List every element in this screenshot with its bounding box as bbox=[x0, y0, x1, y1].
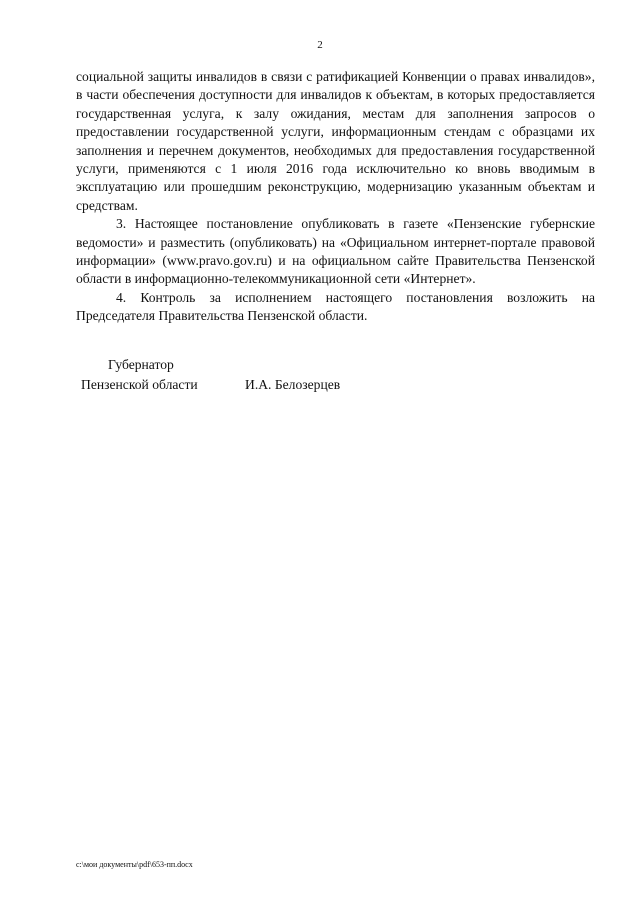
paragraph-continuation: социальной защиты инвалидов в связи с ратификацией Конвенции о правах инвалидов», в части обеспечения доступности для инвалидов к объектам, в которых предоставляется государственная услуга, к залу ожидания, местам для заполнения запросов о предоставлении государственной услуги, информационным стендам с образцами их заполнения и перечнем документов, необходимых для предоставления государственной услуги, применяются с 1 июля 2016 года исключительно ко вновь вводимым в эксплуатацию или прошедшим реконструкцию, модернизацию указанным объектам и средствам. bbox=[76, 69, 595, 213]
signatory-title-line1: Губернатор bbox=[108, 357, 174, 372]
paragraph-item-4: 4. Контроль за исполнением настоящего постановления возложить на Председателя Правительства Пензенской области. bbox=[76, 289, 595, 324]
document-body bbox=[76, 68, 595, 326]
paragraph-item-3: 3. Настоящее постановление опубликовать в газете «Пензенские губернские ведомости» и разместить (опубликовать) на «Официальном интернет-портале правовой информации» (www.pravo.gov.ru) и на официальном сайте Правительства Пензенской области в информационно-телекоммуникационной сети «Интернет». bbox=[76, 216, 595, 287]
signatory-name: И.А. Белозерцев bbox=[245, 377, 341, 392]
footer-file-path: c:\мои документы\pdf\653-пп.docx bbox=[76, 860, 193, 869]
page-number: 2 bbox=[317, 39, 323, 51]
signatory-title-line2: Пензенской области bbox=[81, 377, 198, 392]
